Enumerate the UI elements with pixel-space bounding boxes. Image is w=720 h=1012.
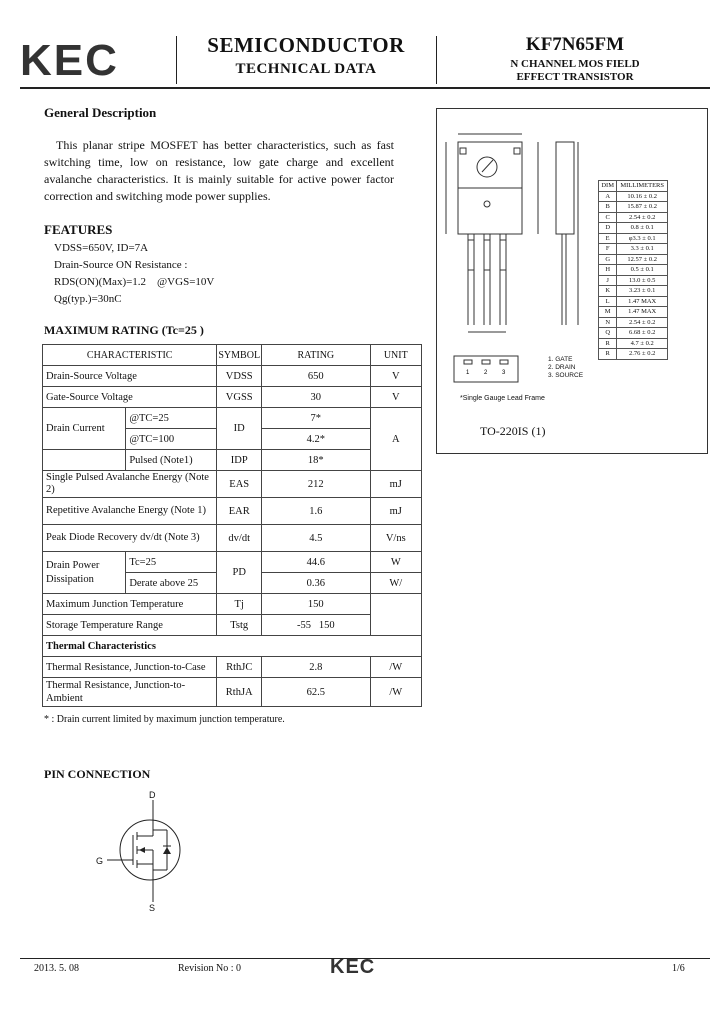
dim-value: φ3.3 ± 0.1 <box>617 233 668 244</box>
dim-letter: J <box>599 275 617 286</box>
dim-row <box>599 328 668 339</box>
cell-char: Drain Power Dissipation <box>43 552 126 594</box>
semiconductor-title: SEMICONDUCTOR <box>207 33 405 57</box>
cell-char: Repetitive Avalanche Energy (Note 1) <box>43 498 217 525</box>
header-characteristic: CHARACTERISTIC <box>43 345 217 366</box>
cell-cond: Pulsed (Note1) <box>126 450 217 471</box>
table-row <box>43 594 422 615</box>
dimension-table <box>598 180 668 360</box>
dim-value: 4.7 ± 0.2 <box>617 338 668 349</box>
svg-text:2: 2 <box>484 370 488 376</box>
cell-rating: 62.5 <box>262 678 370 707</box>
device-type-line1: N CHANNEL MOS FIELD <box>510 58 640 70</box>
dim-letter: G <box>599 254 617 265</box>
dim-letter: H <box>599 265 617 276</box>
cell-rating: 150 <box>262 594 370 615</box>
table-row <box>43 525 422 552</box>
cell-unit: W/ <box>370 573 421 594</box>
dim-letter: B <box>599 202 617 213</box>
header-divider-right <box>436 36 437 84</box>
cell-cond: @TC=100 <box>126 429 217 450</box>
dim-value: 2.54 ± 0.2 <box>617 317 668 328</box>
dim-value: 1.47 MAX <box>617 307 668 318</box>
dim-row <box>599 191 668 202</box>
dim-value: 6.68 ± 0.2 <box>617 328 668 339</box>
footer-revision: Revision No : 0 <box>178 963 242 974</box>
lead-frame-note: *Single Gauge Lead Frame <box>460 395 545 402</box>
cell-rating: 7* <box>262 408 370 429</box>
dim-value: 2.76 ± 0.2 <box>617 349 668 360</box>
dim-row <box>599 338 668 349</box>
cell-sym: IDP <box>217 450 262 471</box>
cell-char: Drain Current <box>43 408 126 450</box>
table-row <box>43 615 422 636</box>
table-row <box>43 450 422 471</box>
dim-letter: A <box>599 191 617 202</box>
dim-row <box>599 307 668 318</box>
header-rating: RATING <box>262 345 370 366</box>
pin-2-label: 2. DRAIN <box>548 364 576 371</box>
dim-value: 3.3 ± 0.1 <box>617 244 668 255</box>
cell-unit: /W <box>370 657 421 678</box>
dim-row <box>599 223 668 234</box>
svg-text:3: 3 <box>502 370 506 376</box>
cell-unit: W <box>370 552 421 573</box>
cell-rating: 44.6 <box>262 552 370 573</box>
dim-letter: D <box>599 223 617 234</box>
table-row <box>43 387 422 408</box>
cell-sym: Tstg <box>217 615 262 636</box>
header-unit: UNIT <box>370 345 421 366</box>
cell-char: Maximum Junction Temperature <box>43 594 217 615</box>
technical-data-title: TECHNICAL DATA <box>235 61 377 77</box>
dim-value: 0.5 ± 0.1 <box>617 265 668 276</box>
cell-unit: V/ns <box>370 525 421 552</box>
pin-3-label: 3. SOURCE <box>548 372 584 379</box>
features-heading: FEATURES <box>44 222 113 237</box>
dim-letter: K <box>599 286 617 297</box>
mosfet-symbol <box>95 790 195 915</box>
cell-sym: ID <box>217 408 262 450</box>
dim-value: 2.54 ± 0.2 <box>617 212 668 223</box>
package-name: TO-220IS (1) <box>480 424 546 438</box>
general-description-heading: General Description <box>44 105 157 120</box>
dim-value: 3.23 ± 0.1 <box>617 286 668 297</box>
cell-char: Single Pulsed Avalanche Energy (Note 2) <box>43 471 217 498</box>
kec-logo: KEC <box>20 36 119 85</box>
package-pin-view <box>448 354 528 386</box>
drain-label: D <box>149 790 156 800</box>
svg-text:1: 1 <box>466 370 470 376</box>
feature-qg: Qg(typ.)=30nC <box>54 293 122 305</box>
table-row <box>43 678 422 707</box>
cell-sym: VGSS <box>217 387 262 408</box>
cell-rating: 212 <box>262 471 370 498</box>
feature-vdss: VDSS=650V, ID=7A <box>54 242 149 254</box>
cell-rating: 2.8 <box>262 657 370 678</box>
table-row <box>43 498 422 525</box>
dim-value: 15.87 ± 0.2 <box>617 202 668 213</box>
dim-letter: C <box>599 212 617 223</box>
table-row <box>43 552 422 573</box>
general-description-text: This planar stripe MOSFET has better characteristics, such as fast switching time, low on resistance, low gate charge and excellent avalanche characteristics. It is mainly suitable for active power factor correction and switching mode power supplies. <box>44 138 394 203</box>
max-rating-heading: MAXIMUM RATING (Tc=25 ) <box>44 323 204 337</box>
millimeters-header: MILLIMETERS <box>617 181 668 192</box>
max-rating-table <box>42 344 422 707</box>
dim-value: 10.16 ± 0.2 <box>617 191 668 202</box>
table-header-row <box>43 345 422 366</box>
cell-sym: VDSS <box>217 366 262 387</box>
dim-header: DIM <box>599 181 617 192</box>
dim-value: 1.47 MAX <box>617 296 668 307</box>
dim-row <box>599 296 668 307</box>
cell-char: Thermal Resistance, Junction-to-Ambient <box>43 678 217 707</box>
cell-sym: Tj <box>217 594 262 615</box>
table-row <box>43 471 422 498</box>
dim-letter: E <box>599 233 617 244</box>
cell-cond: Tc=25 <box>126 552 217 573</box>
dim-row <box>599 202 668 213</box>
cell-rating: 0.36 <box>262 573 370 594</box>
cell-unit: A <box>370 408 421 471</box>
cell-unit <box>370 594 421 636</box>
cell-sym: PD <box>217 552 262 594</box>
footnote: * : Drain current limited by maximum junction temperature. <box>44 714 285 725</box>
pin-connection-heading: PIN CONNECTION <box>44 767 151 781</box>
dim-letter: L <box>599 296 617 307</box>
cell-unit: V <box>370 366 421 387</box>
device-type-line2: EFFECT TRANSISTOR <box>516 71 634 83</box>
header-symbol: SYMBOL <box>217 345 262 366</box>
footer-date: 2013. 5. 08 <box>34 963 79 974</box>
cell-unit: mJ <box>370 498 421 525</box>
cell-sym: dv/dt <box>217 525 262 552</box>
feature-rdson: RDS(ON)(Max)=1.2 @VGS=10V <box>54 276 215 288</box>
cell-rating: 650 <box>262 366 370 387</box>
dim-row <box>599 244 668 255</box>
cell-char: Storage Temperature Range <box>43 615 217 636</box>
dim-value: 13.0 ± 0.5 <box>617 275 668 286</box>
dim-row <box>599 212 668 223</box>
cell-char: Thermal Resistance, Junction-to-Case <box>43 657 217 678</box>
cell-char: Gate-Source Voltage <box>43 387 217 408</box>
cell-rating: 30 <box>262 387 370 408</box>
dim-letter: R <box>599 338 617 349</box>
cell-sym: EAS <box>217 471 262 498</box>
cell-sym: EAR <box>217 498 262 525</box>
dim-row <box>599 233 668 244</box>
table-row <box>43 408 422 429</box>
cell-rating: 18* <box>262 450 370 471</box>
dim-letter: N <box>599 317 617 328</box>
cell-cond: Derate above 25 <box>126 573 217 594</box>
dim-letter: M <box>599 307 617 318</box>
footer-kec-logo: KEC <box>330 956 376 978</box>
cell-char: Drain-Source Voltage <box>43 366 217 387</box>
dim-row <box>599 317 668 328</box>
pin-list <box>548 356 583 380</box>
dim-letter: Q <box>599 328 617 339</box>
dim-row <box>599 265 668 276</box>
thermal-heading: Thermal Characteristics <box>43 636 422 657</box>
gate-label: G <box>96 856 104 866</box>
header-rule <box>20 87 710 89</box>
table-row <box>43 366 422 387</box>
cell-char: Peak Diode Recovery dv/dt (Note 3) <box>43 525 217 552</box>
source-label: S <box>149 903 156 913</box>
dim-row <box>599 349 668 360</box>
dim-letter: R <box>599 349 617 360</box>
table-row <box>43 636 422 657</box>
dim-row <box>599 254 668 265</box>
pin-1-label: 1. GATE <box>548 356 573 363</box>
cell-sym: RthJA <box>217 678 262 707</box>
cell-unit: /W <box>370 678 421 707</box>
cell-unit: mJ <box>370 471 421 498</box>
cell-rating: 1.6 <box>262 498 370 525</box>
cell-rating: -55 150 <box>262 615 370 636</box>
cell-sym: RthJC <box>217 657 262 678</box>
cell-unit: V <box>370 387 421 408</box>
dim-value: 0.8 ± 0.1 <box>617 223 668 234</box>
table-row <box>43 657 422 678</box>
cell-cond: @TC=25 <box>126 408 217 429</box>
dim-row <box>599 275 668 286</box>
feature-rdson-label: Drain-Source ON Resistance : <box>54 259 188 271</box>
package-drawing <box>438 120 598 340</box>
dim-letter: F <box>599 244 617 255</box>
cell-rating: 4.2* <box>262 429 370 450</box>
cell-rating: 4.5 <box>262 525 370 552</box>
footer-page: 1/6 <box>672 963 685 974</box>
header-divider-left <box>176 36 177 84</box>
dim-value: 12.57 ± 0.2 <box>617 254 668 265</box>
part-number: KF7N65FM <box>525 34 625 55</box>
dim-row <box>599 286 668 297</box>
